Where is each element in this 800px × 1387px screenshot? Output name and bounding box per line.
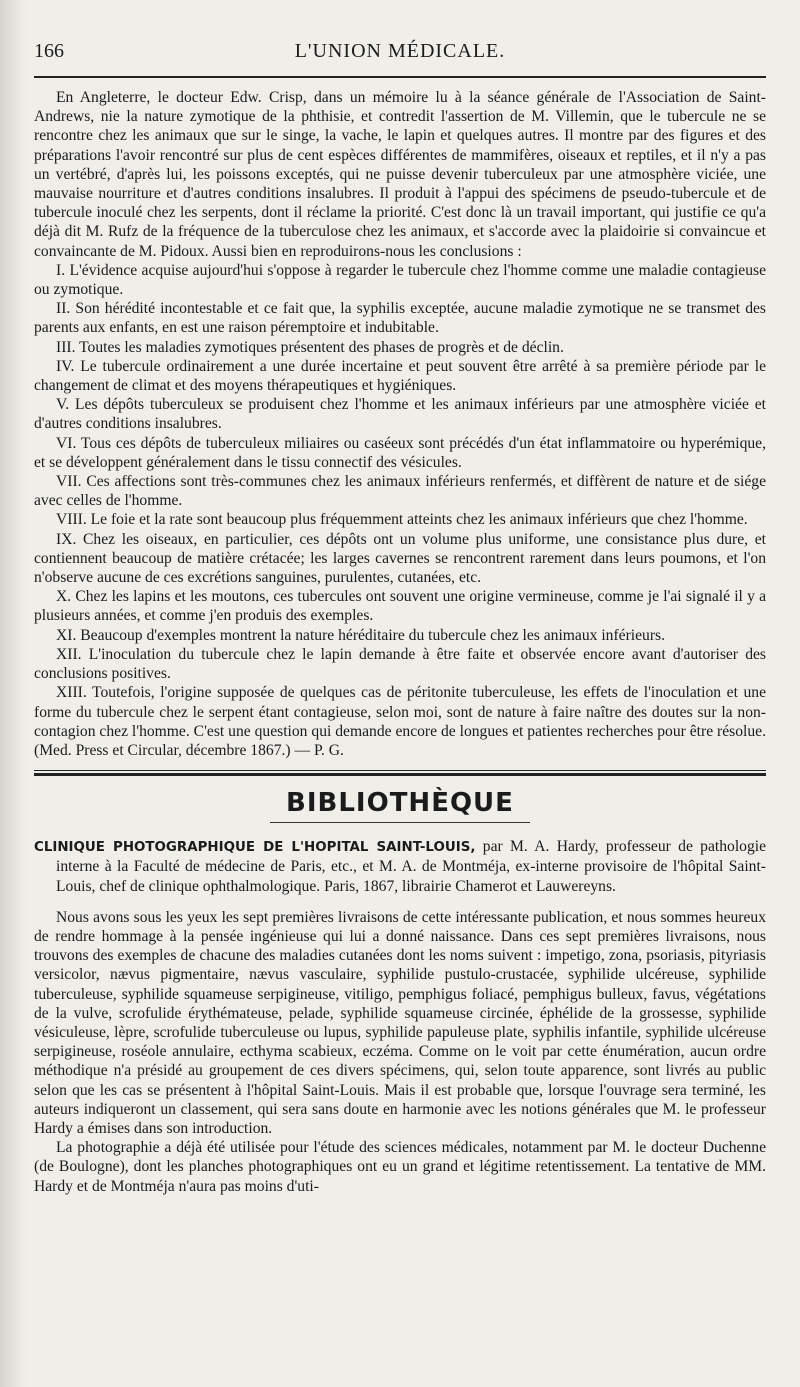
conclusion-11: XI. Beaucoup d'exemples montrent la nature héréditaire du tubercule chez les animaux inférieurs. bbox=[56, 626, 665, 644]
conclusion-13: XIII. Toutefois, l'origine supposée de quelques cas de péritonite tuberculeuse, les effets de l'inoculation et une forme du tubercule chez le serpent étant contagieuse, selon moi, sont de nature à faire naître des doutes sur la non-contagion chez l'homme. C'est une question qui demande encore de longues et patientes recherches pour être résolue. (Med. Press et Circular, décembre 1867.) — P. G. bbox=[34, 684, 766, 759]
section-title-rule bbox=[270, 822, 530, 823]
conclusion-9: IX. Chez les oiseaux, en particulier, ces dépôts ont un volume plus uniforme, une consistance plus dure, et contiennent beaucoup de matière crétacée; les larges cavernes se rencontrent rarement dans leurs poumons, et l'on n'observe aucune de ces excrétions sanguines, purulentes, cutanées, etc. bbox=[34, 530, 766, 587]
review-paragraph-2: La photographie a déjà été utilisée pour l'étude des sciences médicales, notamment par M. le docteur Duchenne (de Boulogne), dont les planches photographiques ont eu un grand et légitime retentissement. La tentative de MM. Hardy et de Montméja n'aura pas moins d'uti- bbox=[34, 1139, 766, 1195]
conclusion-2: II. Son hérédité incontestable et ce fait que, la syphilis exceptée, aucune maladie zymotique ne se transmet des parents aux enfants, en est une raison péremptoire et indubitable. bbox=[34, 300, 766, 337]
header-rule bbox=[34, 76, 766, 78]
entry-details: par M. A. Hardy, professeur de pathologie interne à la Faculté de médecine de Paris, etc., et M. A. de Montméja, ex-interne provisoire de l'hôpital Saint-Louis, chef de clinique ophthalmologique. Paris, 1867, librairie Chamerot et Lauwereyns. bbox=[56, 838, 767, 895]
bibliography-entry bbox=[34, 837, 766, 896]
spacer bbox=[34, 896, 766, 908]
page-gutter-shadow bbox=[0, 0, 26, 1387]
page-number: 166 bbox=[34, 40, 64, 62]
conclusion-5: V. Les dépôts tuberculeux se produisent chez l'homme et les animaux inférieurs par une atmosphère viciée et d'autres conditions insalubres. bbox=[34, 396, 766, 433]
conclusion-10: X. Chez les lapins et les moutons, ces tubercules ont souvent une origine vermineuse, comme je l'ai signalé il y a plusieurs années, et comme j'en produis des exemples. bbox=[34, 588, 766, 625]
review-paragraph-1: Nous avons sous les yeux les sept premières livraisons de cette intéressante publication, et nous sommes heureux de rendre hommage à la pensée ingénieuse qui lui a donné naissance. Dans ces sept premières livraisons, nous trouvons des exemples de chacune des maladies cutanées dont les noms suivent : impetigo, zona, psoriasis, pityriasis versicolor, nævus pigmentaire, nævus vasculaire, syphilide pustulo-crustacée, syphilide ulcéreuse, syphilide tuberculeuse, syphilide squameuse serpigineuse, vitiligo, pemphigus foliacé, pemphigus bulleux, favus, végétations de la vulve, scrofulide érythémateuse, pelade, syphilide squameuse circinée, éphélide de la grossesse, syphilide vésiculeuse, lèpre, scrofulide tuberculeuse ou lupus, syphilide papuleuse plate, syphilis infantile, syphilide ulcéreuse serpigineuse, roséole annulaire, ecthyma scabieux, eczéma. Comme on le voit par cette énumération, aucun ordre méthodique n'a présidé au groupement de ces divers spécimens, qui, selon toute apparence, sont livrés au public selon que les cas se présentent à l'hôpital Saint-Louis. Mais il est probable que, lorsque l'ouvrage sera terminé, les auteurs indiqueront un classement, qui sera sans doute en harmonie avec les notions générales que M. le professeur Hardy a émises dans son introduction. bbox=[34, 908, 766, 1137]
conclusion-8: VIII. Le foie et la rate sont beaucoup plus fréquemment atteints chez les animaux inférieurs que chez l'homme. bbox=[56, 511, 748, 529]
section-divider bbox=[34, 770, 766, 776]
conclusion-12: XII. L'inoculation du tubercule chez le lapin demande à être faite et observée encore avant d'autoriser des conclusions positives. bbox=[34, 645, 766, 683]
running-title: L'UNION MÉDICALE. bbox=[294, 40, 506, 62]
bibliography-section bbox=[34, 788, 766, 1196]
conclusion-6: VI. Tous ces dépôts de tuberculeux miliaires ou caséeux sont précédés d'un état inflammatoire ou hyperémique, et se développent généralement dans le tissu connectif des vésicules. bbox=[34, 434, 766, 471]
page-header bbox=[34, 40, 766, 70]
article-intro: En Angleterre, le docteur Edw. Crisp, dans un mémoire lu à la séance générale de l'Association de Saint-Andrews, nie la nature zymotique de la phthisie, et contredit l'assertion de M. Villemin, que le tubercule ne se rencontre chez les animaux que sur le singe, la vache, le lapin et quelques autres. Il montre par des figures et des préparations l'avoir rencontré sur plus de cent espèces différentes de mammifères, oiseaux et reptiles, et il n'y a pas un vertébré, d'après lui, les poissons exceptés, qui ne puisse devenir tuberculeux par une atmosphère viciée, une mauvaise nourriture et d'autres conditions insalubres. Il produit à l'appui des spécimens de pseudo-tubercule et de tubercule inoculé chez les serpents, dont il réclame la priorité. C'est donc là un travail important, qui justifie ce qu'a déjà dit M. Rufz de la fréquence de la tuberculose chez les animaux, et s'accorde avec la plaidoirie si convaincue et convaincante de M. Pidoux. Aussi bien en reproduirons-nous les conclusions : bbox=[34, 89, 766, 260]
section-title: BIBLIOTHÈQUE bbox=[286, 788, 514, 819]
entry-title: CLINIQUE PHOTOGRAPHIQUE DE L'HOPITAL SAINT-LOUIS, bbox=[34, 840, 476, 856]
article bbox=[34, 88, 766, 760]
conclusion-4: IV. Le tubercule ordinairement a une durée incertaine et peut souvent être arrêté à sa première période par le changement de climat et des moyens thérapeutiques et hygiéniques. bbox=[34, 357, 766, 395]
conclusion-1: I. L'évidence acquise aujourd'hui s'oppose à regarder le tubercule chez l'homme comme une maladie contagieuse ou zymotique. bbox=[34, 261, 766, 299]
conclusion-3: III. Toutes les maladies zymotiques présentent des phases de progrès et de déclin. bbox=[56, 338, 564, 356]
conclusion-7: VII. Ces affections sont très-communes chez les animaux inférieurs renfermés, et diffèrent de nature et de siége avec celles de l'homme. bbox=[34, 473, 766, 510]
